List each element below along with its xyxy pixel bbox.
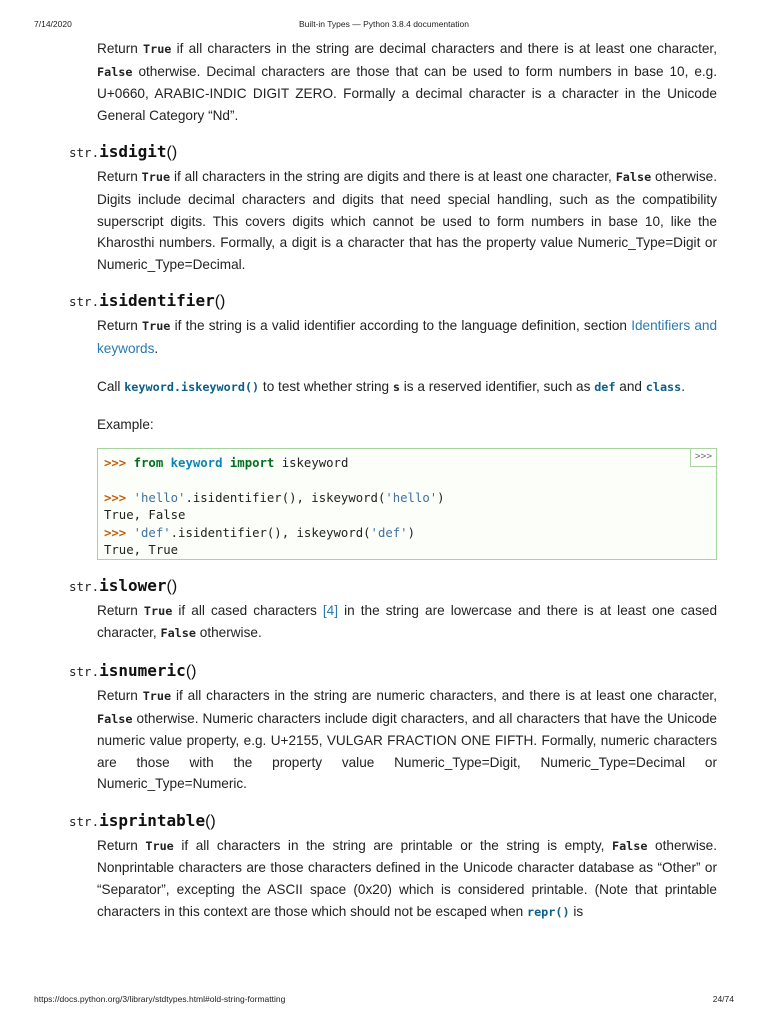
class-keyword-link[interactable]: class	[645, 379, 682, 394]
isdigit-description	[97, 166, 717, 275]
footnote-4-link[interactable]: [4]	[322, 602, 338, 618]
isdigit-signature[interactable]	[69, 140, 768, 164]
method-name: isprintable	[99, 810, 206, 830]
literal-false: False	[160, 626, 196, 641]
method-parens: ()	[185, 662, 197, 680]
text: Return	[97, 318, 142, 334]
text: otherwise.	[195, 625, 262, 641]
prompt: >>>	[104, 455, 134, 470]
output-line: True, True	[104, 543, 179, 558]
prompt: >>>	[104, 490, 134, 505]
code-text: .isidentifier(), iskeyword(	[185, 490, 386, 505]
keyword: from	[133, 455, 164, 470]
text: otherwise. Digits include decimal characters and digits that need special handling, such as the compatibility superscript digits. This covers digits which cannot be used to form numbers in base 10, like the Kharosthi numbers. Formally, a digit is a character that has the property value Numeric_Type=Digit or Numeric_Type=Decimal.	[97, 169, 718, 272]
space	[163, 456, 170, 470]
text: .	[681, 378, 686, 394]
code-line	[104, 525, 716, 543]
class-prefix: str.	[69, 663, 100, 679]
isdecimal-description	[97, 38, 717, 126]
text: is a reserved identifier, such as	[400, 378, 595, 394]
isprintable-description	[97, 835, 717, 923]
iskeyword-note	[97, 376, 717, 399]
example-label: Example:	[97, 417, 154, 433]
method-parens: ()	[214, 293, 226, 311]
text: Return	[97, 602, 144, 618]
method-name: isnumeric	[99, 660, 186, 680]
isprintable-signature[interactable]	[69, 809, 768, 833]
text: otherwise. Numeric characters include digit characters, and all characters that have the Unicode numeric value property, e.g. U+2155, VULGAR FRACTION ONE FIFTH. Formally, numeric characters are those with the property value Numeric_Type=Digit, Numeric_Type=Decimal or Numeric_Type=Numeric.	[97, 710, 717, 792]
isnumeric-description	[97, 685, 717, 795]
isidentifier-description	[97, 315, 717, 359]
text: Return	[97, 41, 143, 56]
text: to test whether string	[259, 378, 393, 394]
doc-content	[0, 38, 768, 923]
document-title: Built-in Types — Python 3.8.4 documentation	[299, 19, 469, 29]
code-text: )	[407, 525, 415, 540]
literal-true: True	[143, 603, 173, 618]
literal-true: True	[145, 838, 174, 853]
code-line	[104, 490, 716, 508]
text: if all characters in the string are numeric characters, and there is at least one character,	[171, 687, 717, 703]
page-url: https://docs.python.org/3/library/stdtypes.html#old-string-formatting	[34, 994, 286, 1004]
method-parens: ()	[205, 812, 216, 830]
class-prefix: str.	[69, 813, 100, 829]
literal-true: True	[142, 688, 172, 703]
method-parens: ()	[166, 144, 178, 162]
text: Return	[97, 687, 143, 703]
islower-description	[97, 600, 717, 645]
print-date: 7/14/2020	[34, 19, 72, 29]
code-example	[97, 448, 717, 560]
string-literal: 'hello'	[133, 490, 186, 505]
keyword-iskeyword-link[interactable]: keyword.iskeyword()	[124, 379, 260, 394]
method-name: isdigit	[99, 142, 167, 162]
literal-true: True	[141, 170, 171, 185]
print-footer	[0, 994, 768, 1008]
literal-false: False	[615, 170, 652, 185]
space	[222, 456, 229, 470]
method-name: isidentifier	[99, 291, 215, 311]
literal-false: False	[611, 838, 648, 853]
string-literal: 'def'	[133, 525, 171, 540]
blank-line	[104, 472, 716, 490]
islower-signature[interactable]	[69, 574, 768, 598]
text: if all characters in the string are decimal characters and there is at least one character,	[171, 41, 717, 56]
text: Return	[97, 837, 146, 853]
class-prefix: str.	[69, 578, 100, 594]
module-name: keyword	[170, 455, 223, 470]
page-number: 24/74	[712, 994, 734, 1004]
text: Return	[97, 169, 142, 185]
text: otherwise. Decimal characters are those that can be used to form numbers in base 10, e.g. U+0660, ARABIC-INDIC DIGIT ZERO. Formally a decimal character is a character in the Unicode General Category “Nd”.	[97, 63, 717, 123]
method-name: islower	[99, 575, 167, 595]
identifiers-and-keywords-link[interactable]: Identifiers and keywords	[97, 318, 717, 356]
isnumeric-signature[interactable]	[69, 659, 768, 683]
prompt: >>>	[104, 525, 134, 540]
code-text: .isidentifier(), iskeyword(	[170, 525, 371, 540]
text: if the string is a valid identifier according to the language definition, section	[170, 318, 632, 334]
text: if all characters in the string are digits and there is at least one character,	[170, 169, 616, 185]
literal-false: False	[97, 64, 133, 79]
toggle-prompts-button[interactable]: >>>	[690, 449, 716, 467]
string-literal: 'def'	[370, 525, 408, 540]
output-line: True, False	[104, 508, 186, 523]
keyword: import	[229, 455, 275, 470]
method-parens: ()	[166, 577, 178, 595]
def-keyword-link[interactable]: def	[594, 379, 616, 394]
text: Call	[97, 378, 125, 394]
class-prefix: str.	[69, 145, 100, 161]
text: if all cased characters	[172, 602, 323, 618]
text: if all characters in the string are printable or the string is empty,	[173, 837, 612, 853]
literal-s: s	[392, 379, 400, 394]
code-text: iskeyword	[274, 455, 349, 470]
repr-function-link[interactable]: repr()	[526, 904, 570, 919]
text: in the string are lowercase and there is at least one cased character,	[97, 602, 718, 641]
code-text: )	[437, 490, 445, 505]
class-prefix: str.	[69, 294, 100, 310]
literal-true: True	[142, 319, 171, 334]
literal-true: True	[143, 42, 172, 56]
text: .	[154, 340, 159, 356]
isidentifier-signature[interactable]	[69, 289, 768, 313]
string-literal: 'hello'	[385, 490, 438, 505]
code-line	[104, 455, 716, 473]
literal-false: False	[97, 711, 133, 726]
print-header	[0, 19, 768, 33]
text: otherwise. Nonprintable characters are those characters defined in the Unicode character database as “Other” or “Separator”, excepting the ASCII space (0x20) which is considered printable. (Note that printable characters in this context are those which should not be escaped when	[97, 837, 718, 919]
text: is	[569, 903, 584, 919]
text: and	[615, 378, 646, 394]
